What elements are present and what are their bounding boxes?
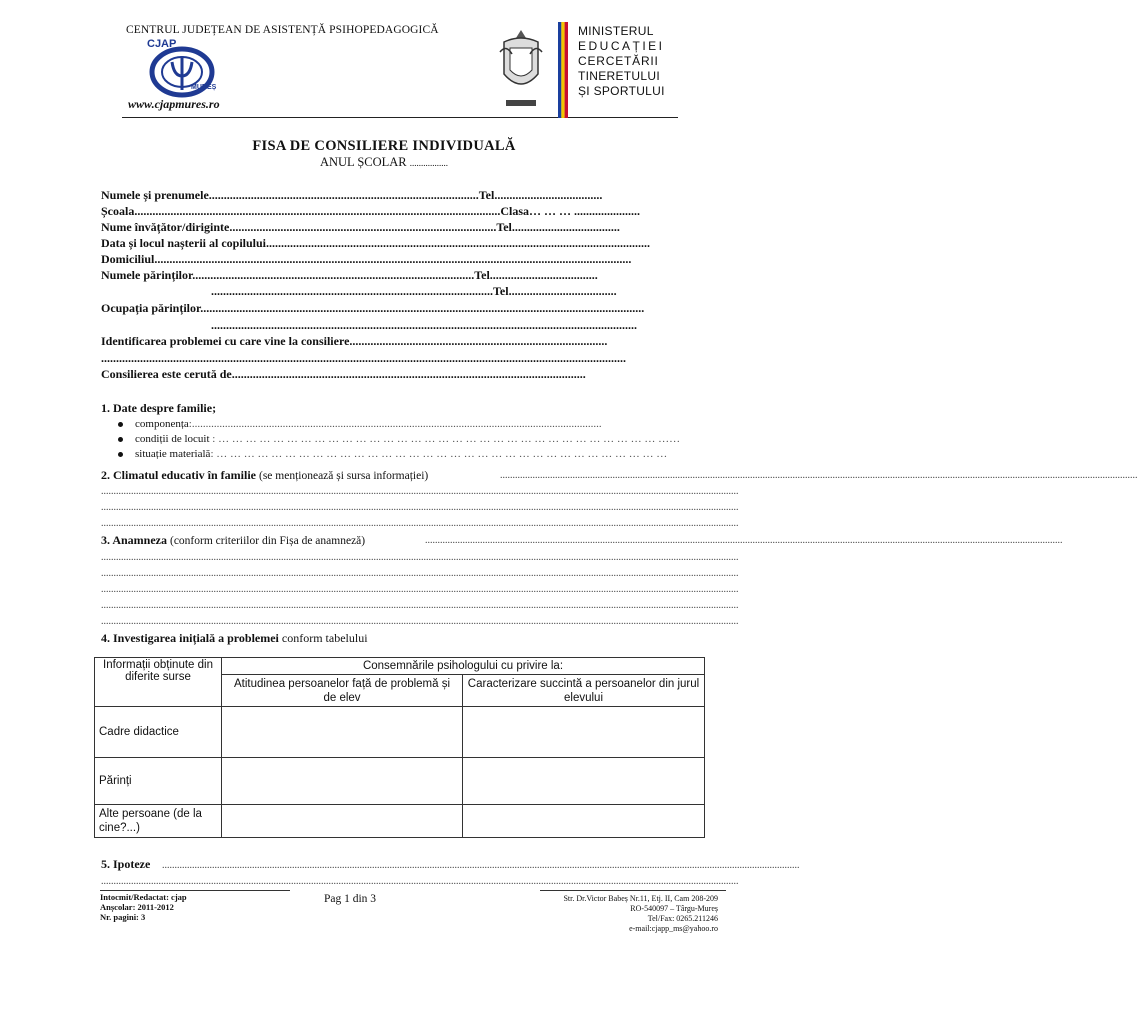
header-divider <box>122 117 678 118</box>
field-dots[interactable]: .............................................................................................................................................. <box>211 318 637 332</box>
dotted-line[interactable]: ............................................................................................................................................................................................................................................................... <box>162 860 800 871</box>
field-dots[interactable]: .............................................................................................. <box>192 268 475 282</box>
table-header-attitude: Atitudinea persoanelor față de problemă și de elev <box>222 675 463 707</box>
bullet-financial[interactable] <box>118 448 693 460</box>
footer-year: Anșcolar: 2011-2012 <box>100 902 174 912</box>
field-label: Data și locul nașterii al copilului <box>101 236 267 250</box>
bullet-composition[interactable] <box>118 418 693 430</box>
field-dots[interactable]: ............................................................................................................................................................... <box>154 252 632 266</box>
field-label-secondary: Tel <box>474 268 490 282</box>
school-year <box>0 155 768 170</box>
field-label: Ocupația părinților <box>101 301 201 315</box>
section-4-title <box>101 631 368 646</box>
investigation-table <box>94 657 705 838</box>
field-dots[interactable]: ............................................................................................................................................................................... <box>101 351 626 365</box>
table-cell-input[interactable] <box>463 758 705 805</box>
footer-street: Str. Dr.Victor Babeș Nr.11, Etj. II, Cam 208-209 <box>563 894 718 903</box>
section-2-note: (se menționează și sursa informației) <box>259 470 429 482</box>
table-cell-input[interactable] <box>463 707 705 758</box>
field-label: Consilierea este cerută de <box>101 367 232 381</box>
bullet-label: condiții de locuit <box>135 433 210 445</box>
bullet-dots: : … … … … … … … … … … … … … … … … … … … … … … … … … … … … … … … … … <box>210 448 668 460</box>
field-dots[interactable]: .............................................................................................. <box>211 284 493 298</box>
section-4-note: conform tabelului <box>281 631 368 645</box>
section-1-title: 1. Date despre familie; <box>101 401 217 415</box>
bullet-dots: :..................................................................................................................................................... <box>188 418 602 430</box>
form-field-row[interactable] <box>101 220 693 235</box>
form-title: FISA DE CONSILIERE INDIVIDUALĂ <box>252 138 516 154</box>
section-5-title: 5. Ipoteze <box>101 857 151 871</box>
table-header-sources: Informații obținute din diferite surse <box>95 658 222 707</box>
footer-divider <box>540 890 726 891</box>
table-cell-input[interactable] <box>222 758 463 805</box>
page-number: Pag 1 din 3 <box>323 893 377 905</box>
field-dots-secondary[interactable]: .................................... <box>511 220 620 234</box>
ministry-line: TINERETULUI <box>578 69 660 83</box>
form-field-row[interactable] <box>101 236 693 251</box>
table-header-characterization: Caracterizare succintă a persoanelor din jurul elevului <box>463 675 705 707</box>
table-header-row <box>95 658 705 675</box>
table-cell-input[interactable] <box>222 707 463 758</box>
dotted-line[interactable]: ............................................................................................................................................................................................................................................................... <box>101 600 739 611</box>
footer-left <box>100 892 187 922</box>
field-label-secondary: Tel <box>478 188 495 202</box>
field-label-secondary: Tel <box>496 220 512 234</box>
coat-of-arms-icon <box>498 24 544 110</box>
table-row-label: Cadre didactice <box>95 707 222 758</box>
footer-author: Intocmit/Redactat: cjap <box>100 892 187 902</box>
institution-name: CENTRUL JUDEȚEAN DE ASISTENȚĂ PSIHOPEDAGOGICĂ <box>126 24 439 36</box>
field-dots[interactable]: .................................................................................................................................................... <box>200 301 645 315</box>
field-dots-secondary[interactable]: .................................... <box>494 188 603 202</box>
field-dots-secondary[interactable]: … … … ...................... <box>529 204 641 218</box>
footer-postal: RO-540097 – Târgu-Mureș <box>630 904 718 913</box>
form-field-row[interactable] <box>101 334 693 349</box>
dotted-line[interactable]: ............................................................................................................................................................................................................................................................... <box>101 552 739 563</box>
dotted-line[interactable]: ............................................................................................................................................................................................................................................................... <box>101 876 739 887</box>
school-year-field[interactable]: ................. <box>409 158 449 168</box>
form-field-row[interactable] <box>101 284 693 299</box>
field-dots[interactable]: ................................................................................................................................ <box>266 236 651 250</box>
bullet-label: situație materială <box>135 448 211 460</box>
ministry-line: CERCETĂRII <box>578 54 659 68</box>
dotted-line[interactable]: ............................................................................................................................................................................................................................................................... <box>101 486 739 497</box>
field-label-secondary: Tel <box>493 284 509 298</box>
dotted-line[interactable]: ............................................................................................................................................................................................................................................................... <box>101 584 739 595</box>
dotted-line[interactable]: ............................................................................................................................................................................................................................................................... <box>101 502 739 513</box>
ministry-line: MINISTERUL <box>578 24 654 38</box>
dotted-line[interactable]: ............................................................................................................................................................................................................................................................... <box>101 616 739 627</box>
table-cell-input[interactable] <box>463 805 705 838</box>
romanian-flag-icon <box>558 22 568 118</box>
section-3-heading: 3. Anamneza <box>101 533 167 547</box>
field-dots-secondary[interactable]: .................................... <box>489 268 598 282</box>
table-header-group: Consemnările psihologului cu privire la: <box>222 658 705 675</box>
table-row <box>95 707 705 758</box>
footer-address <box>563 894 718 934</box>
bullet-housing[interactable] <box>118 433 693 445</box>
dotted-line[interactable]: ............................................................................................................................................................................................................................................................... <box>500 470 1138 481</box>
field-label-secondary: Clasa <box>500 204 530 218</box>
footer-divider <box>100 890 290 891</box>
section-3-title <box>101 533 365 548</box>
table-row-label: Părinți <box>95 758 222 805</box>
form-field-row[interactable] <box>101 268 693 283</box>
dotted-line[interactable]: ............................................................................................................................................................................................................................................................... <box>425 535 1063 546</box>
footer-phone: Tel/Fax: 0265.211246 <box>647 914 718 923</box>
section-2-heading: 2. Climatul educativ în familie <box>101 468 256 482</box>
ministry-line: EDUCAȚIEI <box>578 39 665 53</box>
footer-email[interactable]: e-mail:cjapp_ms@yahoo.ro <box>629 924 718 933</box>
form-field-row[interactable] <box>101 188 693 203</box>
field-label: Numele părinților <box>101 268 193 282</box>
form-field-row[interactable] <box>101 351 693 366</box>
table-row <box>95 805 705 838</box>
form-field-row[interactable] <box>101 318 693 333</box>
logo-text-bottom: MUREȘ <box>191 84 217 91</box>
field-dots[interactable]: ...................................................................................................................... <box>231 367 586 381</box>
school-year-label: ANUL ȘCOLAR <box>319 155 407 169</box>
table-cell-input[interactable] <box>222 805 463 838</box>
table-row <box>95 758 705 805</box>
section-3-note: (conform criteriilor din Fișa de anamneză) <box>170 535 366 547</box>
form-field-row[interactable] <box>101 301 693 316</box>
field-dots[interactable]: .......................................................................................................................... <box>134 204 501 218</box>
field-dots-secondary[interactable]: .................................... <box>508 284 617 298</box>
table-row-label: Alte persoane (de la cine?...) <box>95 805 222 838</box>
ministry-line: ȘI SPORTULUI <box>578 84 665 98</box>
form-field-row[interactable] <box>101 204 693 219</box>
footer-pages: Nr. pagini: 3 <box>100 912 146 922</box>
form-field-row[interactable] <box>101 367 693 382</box>
logo-text-top: CJAP <box>147 38 177 50</box>
bullet-label: componența <box>135 418 189 430</box>
field-label: Nume învățător/diriginte <box>101 220 230 234</box>
field-label: Domiciliul <box>101 252 155 266</box>
dotted-line[interactable]: ............................................................................................................................................................................................................................................................... <box>101 568 739 579</box>
field-label: Numele și prenumele <box>101 188 209 202</box>
field-label: Identificarea problemei cu care vine la consiliere <box>101 334 350 348</box>
form-field-row[interactable] <box>101 252 693 267</box>
field-label: Școala <box>101 204 135 218</box>
ministry-name <box>578 24 665 99</box>
field-dots[interactable]: ......................................................................................... <box>229 220 497 234</box>
field-dots[interactable]: ...................................................................................... <box>349 334 608 348</box>
bullet-dots: : … … … … … … … … … … … … … … … … … … … … … … … … … … … … … … … … …… <box>209 433 681 445</box>
section-4-heading: 4. Investigarea inițială a problemei <box>101 631 279 645</box>
dotted-line[interactable]: ............................................................................................................................................................................................................................................................... <box>101 518 739 529</box>
field-dots[interactable]: .......................................................................................... <box>208 188 479 202</box>
website-url[interactable]: www.cjapmures.ro <box>128 97 220 111</box>
section-2-title <box>101 468 428 483</box>
